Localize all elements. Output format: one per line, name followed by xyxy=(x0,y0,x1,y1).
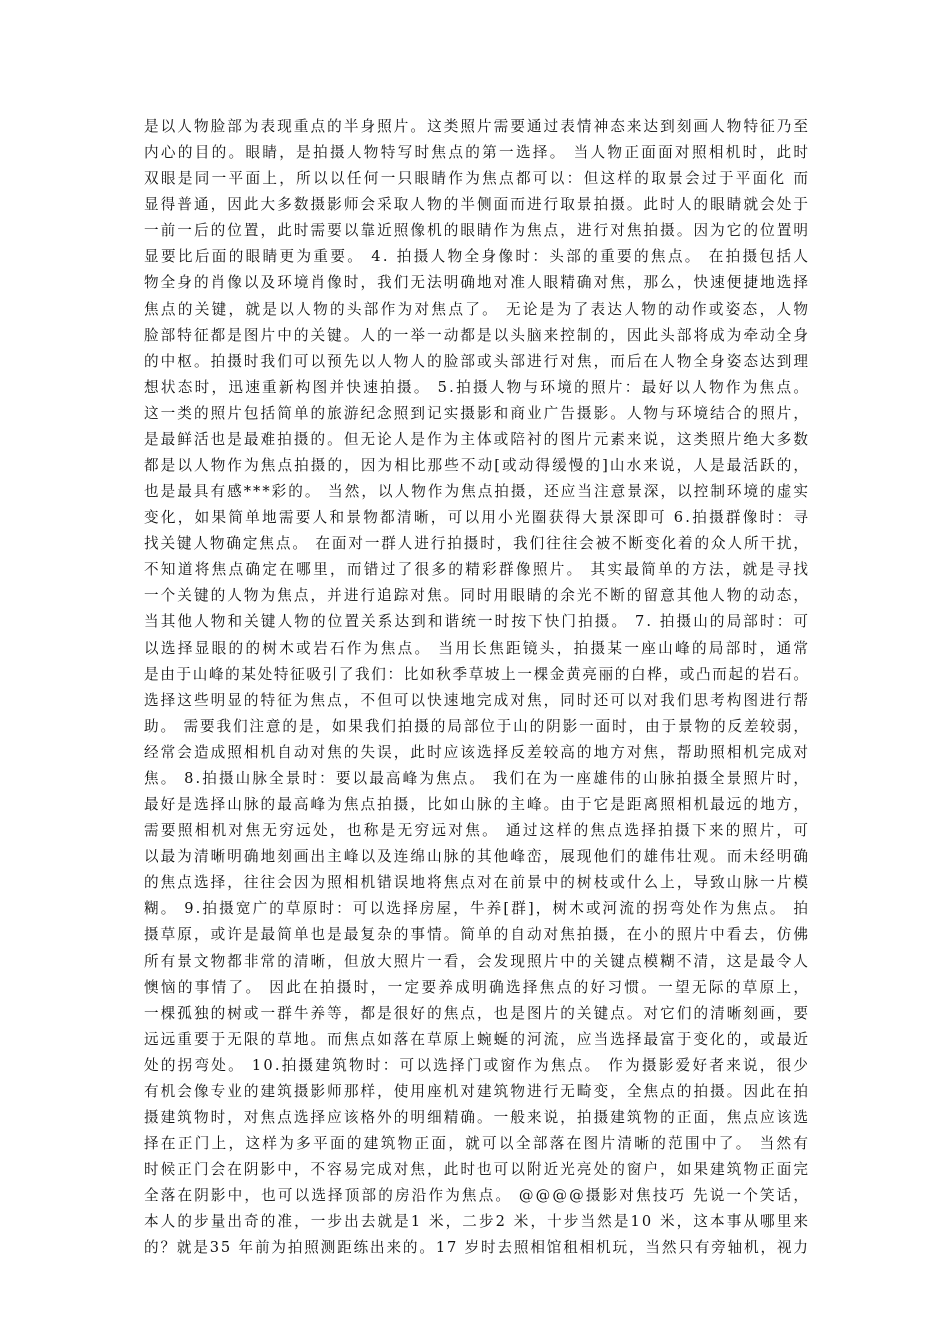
body-text xyxy=(144,114,811,1261)
text-line: 有机会像专业的建筑摄影师那样，使用座机对建筑物进行无畸变，全焦点的拍摄。因此在拍 xyxy=(144,1082,811,1100)
text-line: 内心的目的。眼睛，是拍摄人物特写时焦点的第一选择。 当人物正面面对照相机时，此时 xyxy=(144,144,811,162)
text-line: 一棵孤独的树或一群牛养等，都是很好的焦点，也是图片的关键点。对它们的清晰刻画，要 xyxy=(144,1004,811,1022)
text-line: 当其他人物和关键人物的位置关系达到和谐统一时按下快门拍摄。 7. 拍摄山的局部时：可 xyxy=(144,613,811,631)
text-line: 焦。 8.拍摄山脉全景时：要以最高峰为焦点。 我们在为一座雄伟的山脉拍摄全景照片时， xyxy=(144,769,811,787)
text-line: 时候正门会在阴影中，不容易完成对焦，此时也可以附近光亮处的窗户，如果建筑物正面完 xyxy=(144,1161,811,1179)
text-line: 的中枢。拍摄时我们可以预先以人物人的脸部或头部进行对焦，而后在人物全身姿态达到理 xyxy=(144,352,811,370)
text-line: 懊恼的事情了。 因此在拍摄时，一定要养成明确选择焦点的好习惯。一望无际的草原上， xyxy=(144,978,811,996)
text-line: 显要比后面的眼睛更为重要。 4. 拍摄人物全身像时：头部的重要的焦点。 在拍摄包括人 xyxy=(144,248,811,266)
text-line: 脸部特征都是图片中的关键。人的一举一动都是以头脑来控制的，因此头部将成为牵动全身 xyxy=(144,326,811,344)
text-line: 需要照相机对焦无穷远处，也称是无穷远对焦。 通过这样的焦点选择拍摄下来的照片，可 xyxy=(144,822,811,840)
text-line: 以选择显眼的的树木或岩石作为焦点。 当用长焦距镜头，拍摄某一座山峰的局部时，通常 xyxy=(144,639,811,657)
text-line: 焦点的关键，就是以人物的头部作为对焦点了。 无论是为了表达人物的动作或姿态，人物 xyxy=(144,300,811,318)
text-line: 的焦点选择，往往会因为照相机错误地将焦点对在前景中的树枝或什么上，导致山脉一片模 xyxy=(144,874,811,892)
text-line: 这一类的照片包括简单的旅游纪念照到记实摄影和商业广告摄影。人物与环境结合的照片， xyxy=(144,404,811,422)
text-line: 本人的步量出奇的准，一步出去就是1 米，二步2 米，十步当然是10 米，这本事从哪里来 xyxy=(144,1213,811,1231)
text-line: 一个关键的人物为焦点，并进行追踪对焦。同时用眼睛的余光不断的留意其他人物的动态， xyxy=(144,587,811,605)
text-line: 也是最具有感***彩的。 当然，以人物作为焦点拍摄，还应当注意景深，以控制环境的虚实 xyxy=(144,483,811,501)
text-line: 是由于山峰的某处特征吸引了我们：比如秋季草坡上一棵金黄亮丽的白桦，或凸而起的岩石。 xyxy=(144,665,810,683)
text-line: 处的拐弯处。 10.拍摄建筑物时：可以选择门或窗作为焦点。 作为摄影爱好者来说，很少 xyxy=(144,1056,811,1074)
text-line: 想状态时，迅速重新构图并快速拍摄。 5.拍摄人物与环境的照片：最好以人物作为焦点。 xyxy=(144,378,811,396)
text-line: 以最为清晰明确地刻画出主峰以及连绵山脉的其他峰峦，展现他们的雄伟壮观。而未经明确 xyxy=(144,848,811,866)
text-line: 选择这些明显的特征为焦点，不但可以快速地完成对焦，同时还可以对我们思考构图进行帮 xyxy=(144,691,811,709)
text-line: 择在正门上，这样为多平面的建筑物正面，就可以全部落在图片清晰的范围中了。 当然有 xyxy=(144,1135,811,1153)
text-line: 不知道将焦点确定在哪里，而错过了很多的精彩群像照片。 其实最简单的方法，就是寻找 xyxy=(144,561,811,579)
text-line: 双眼是同一平面上，所以以任何一只眼睛作为焦点都可以：但这样的取景会过于平面化 而 xyxy=(144,170,811,188)
text-line: 所有景文物都非常的清晰，但放大照片一看，会发现照片中的关键点模糊不清，这是最令人 xyxy=(144,952,811,970)
text-line: 显得普通，因此大多数摄影师会采取人物的半侧面而进行取景拍摄。此时人的眼睛就会处于 xyxy=(144,196,811,214)
text-line: 全落在阴影中，也可以选择顶部的房沿作为焦点。 @@@@摄影对焦技巧 先说一个笑话， xyxy=(144,1187,811,1205)
text-line: 的？就是35 年前为拍照测距练出来的。17 岁时去照相馆租相机玩，当然只有旁轴机，视力 xyxy=(144,1239,810,1257)
text-line: 是最鲜活也是最难拍摄的。但无论人是作为主体或陪衬的图片元素来说，这类照片绝大多数 xyxy=(144,430,811,448)
text-line: 摄建筑物时，对焦点选择应该格外的明细精确。一般来说，拍摄建筑物的正面，焦点应该选 xyxy=(144,1108,811,1126)
text-line: 最好是选择山脉的最高峰为焦点拍摄，比如山脉的主峰。由于它是距离照相机最远的地方， xyxy=(144,796,811,814)
text-line: 都是以人物作为焦点拍摄的，因为相比那些不动[或动得缓慢的]山水来说，人是最活跃的， xyxy=(144,457,811,475)
text-line: 找关键人物确定焦点。 在面对一群人进行拍摄时，我们往往会被不断变化着的众人所干扰， xyxy=(144,535,810,553)
text-line: 一前一后的位置，此时需要以靠近照像机的眼睛作为焦点，进行对焦拍摄。因为它的位置明 xyxy=(144,222,811,240)
text-line: 经常会造成照相机自动对焦的失误，此时应该选择反差较高的地方对焦，帮助照相机完成对 xyxy=(144,743,811,761)
text-line: 助。 需要我们注意的是，如果我们拍摄的局部位于山的阴影一面时，由于景物的反差较弱， xyxy=(144,717,810,735)
text-line: 摄草原，或许是最简单也是最复杂的事情。简单的自动对焦拍摄，在小的照片中看去，仿佛 xyxy=(144,926,811,944)
text-line: 糊。 9.拍摄宽广的草原时：可以选择房屋，牛养[群]，树木或河流的拐弯处作为焦点。 拍 xyxy=(144,900,811,918)
text-line: 物全身的肖像以及环境肖像时，我们无法明确地对准人眼精确对焦，那么，快速便捷地选择 xyxy=(144,274,811,292)
text-line: 远远重要于无限的草地。而焦点如落在草原上蜿蜒的河流，应当选择最富于变化的，或最近 xyxy=(144,1030,811,1048)
text-line: 变化，如果简单地需要人和景物都清晰，可以用小光圈获得大景深即可 6.拍摄群像时：寻 xyxy=(144,509,811,527)
text-line: 是以人物脸部为表现重点的半身照片。这类照片需要通过表情神态来达到刻画人物特征乃至 xyxy=(144,118,811,135)
